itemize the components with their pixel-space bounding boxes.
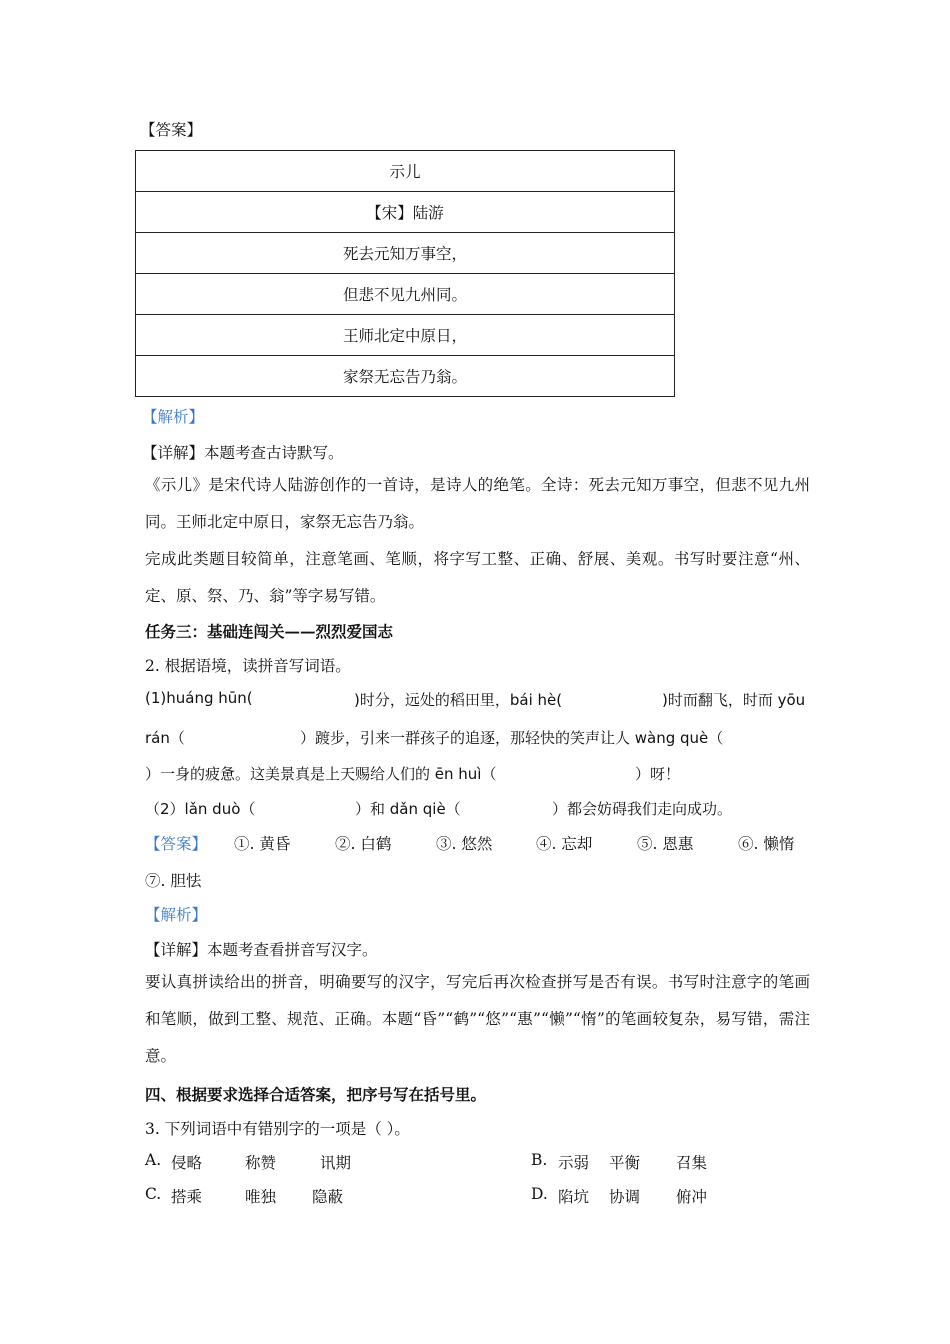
pinyin-segment: ）踱步，引来一群孩子的追逐，那轻快的笑声让人 wàng què（: [300, 729, 724, 747]
pinyin-segment: )时分，远处的稻田里，bái hè(: [354, 691, 563, 709]
option-word: 平衡: [609, 1154, 641, 1172]
option-word: 唯独: [245, 1188, 277, 1206]
pinyin-segment: ）和 dǎn qiè（: [355, 800, 461, 818]
answer-label: 【答案】: [145, 835, 208, 853]
pinyin-segment: (1)huáng hūn(: [145, 689, 253, 707]
section-title: 四、根据要求选择合适答案，把序号写在括号里。: [145, 1085, 487, 1104]
poem-title: 示儿: [136, 151, 675, 192]
answer-label: 【答案】: [140, 121, 203, 139]
detail-label: 【详解】: [145, 941, 208, 959]
option-word: 称赞: [245, 1154, 277, 1172]
answer-item: ①. 黄昏: [234, 835, 291, 853]
option-word: 俯冲: [676, 1188, 708, 1206]
answer-item: ③. 悠然: [436, 835, 493, 853]
answer-item: ⑥. 懒惰: [738, 835, 795, 853]
poem-table: [135, 150, 675, 397]
detail-text: 本题考查看拼音写汉字。: [207, 941, 378, 959]
analysis-label: 【解析】: [145, 906, 208, 924]
option-word: 搭乘: [171, 1188, 203, 1206]
option-word: 陷坑: [558, 1188, 590, 1206]
answer-item: ②. 白鹤: [335, 835, 392, 853]
question-stem: 2. 根据语境，读拼音写词语。: [145, 657, 351, 675]
detail-text: 本题考查古诗默写。: [204, 444, 344, 462]
pinyin-segment: )时而翻飞，时而 yōu: [662, 691, 806, 709]
analysis-label: 【解析】: [142, 408, 205, 426]
pinyin-segment: rán（: [145, 729, 185, 747]
poem-line: 死去元知万事空，: [136, 233, 675, 274]
pinyin-segment: ）一身的疲惫。这美景真是上天赐给人们的 ēn huì（: [145, 765, 497, 783]
option-label: D.: [531, 1185, 548, 1203]
poem-line: 但悲不见九州同。: [136, 274, 675, 315]
question-stem: 3. 下列词语中有错别字的一项是（ ）。: [145, 1120, 410, 1138]
poem-line: 家祭无忘告乃翁。: [136, 356, 675, 397]
option-word: 隐蔽: [312, 1188, 344, 1206]
option-word: 讯期: [320, 1154, 352, 1172]
option-label: B.: [531, 1151, 548, 1169]
pinyin-segment: ）都会妨碍我们走向成功。: [552, 800, 733, 818]
pinyin-segment: ）呀！: [635, 765, 681, 783]
option-word: 侵略: [171, 1154, 203, 1172]
detail-line: [145, 938, 378, 960]
poem-author: 【宋】陆游: [136, 192, 675, 233]
option-label: A.: [145, 1151, 162, 1169]
option-word: 示弱: [558, 1154, 590, 1172]
answer-item: ⑦. 胆怯: [145, 872, 202, 890]
poem-line: 王师北定中原日，: [136, 315, 675, 356]
detail-label: 【详解】: [142, 444, 205, 462]
answer-item: ④. 忘却: [536, 835, 593, 853]
explanation-paragraph: 完成此类题目较简单，注意笔画、笔顺，将字写工整、正确、舒展、美观。书写时要注意“州、定、原、祭、乃、翁”等字易写错。: [145, 550, 810, 605]
explanation-paragraph: 《示儿》是宋代诗人陆游创作的一首诗，是诗人的绝笔。全诗：死去元知万事空，但悲不见九州同。王师北定中原日，家祭无忘告乃翁。: [145, 476, 810, 531]
option-word: 召集: [676, 1154, 708, 1172]
pinyin-segment: （2）lǎn duò（: [145, 800, 256, 818]
answer-item: ⑤. 恩惠: [637, 835, 694, 853]
detail-line: [142, 441, 344, 463]
option-word: 协调: [609, 1188, 641, 1206]
explanation-paragraph: 要认真拼读给出的拼音，明确要写的汉字，写完后再次检查拼写是否有误。书写时注意字的笔画和笔顺，做到工整、规范、正确。本题“昏”“鹤”“悠”“惠”“懒”“惰”的笔画较复杂，易写错，需注意。: [145, 973, 810, 1065]
option-label: C.: [145, 1185, 162, 1203]
section-title: 任务三：基础连闯关——烈烈爱国志: [145, 622, 394, 641]
